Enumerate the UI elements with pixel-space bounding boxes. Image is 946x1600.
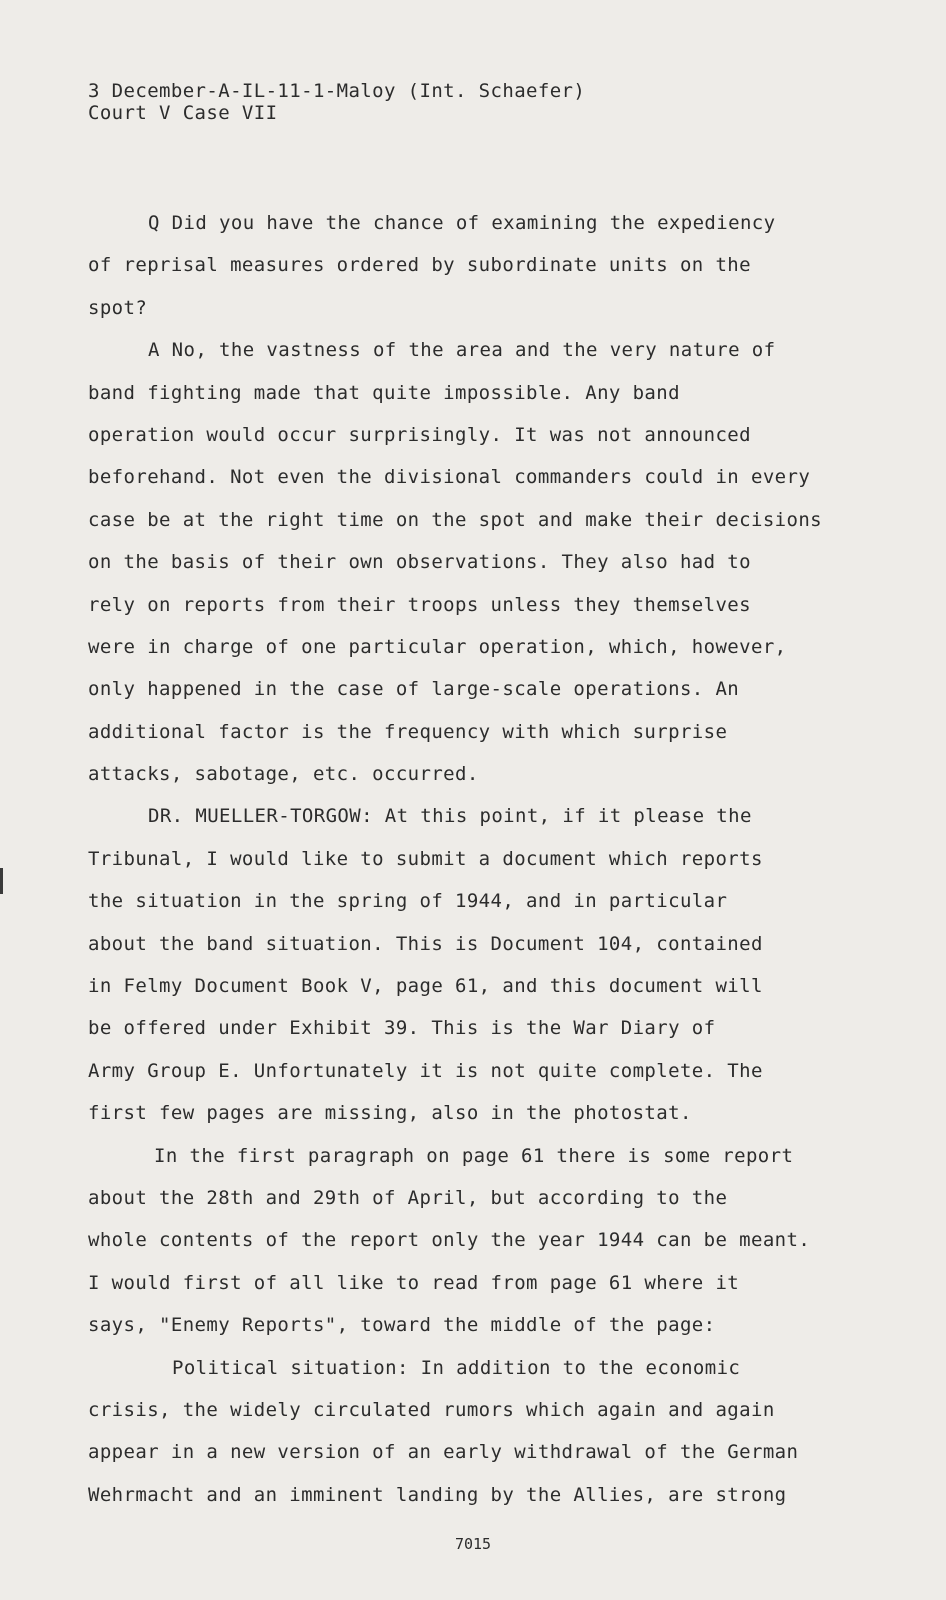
body-line: appear in a new version of an early withdrawal of the German: [88, 1441, 799, 1464]
body-line: whole contents of the report only the year 1944 can be meant.: [88, 1229, 811, 1252]
body-line: be offered under Exhibit 39. This is the War Diary of: [88, 1017, 716, 1040]
body-line: in Felmy Document Book V, page 61, and this document will: [88, 975, 763, 998]
page-number: 7015: [454, 1535, 492, 1553]
body-line: first few pages are missing, also in the photostat.: [88, 1102, 692, 1125]
body-line: Q Did you have the chance of examining the expediency: [148, 212, 776, 234]
body-line: about the band situation. This is Document 104, contained: [88, 932, 763, 955]
body-line: on the basis of their own observations. They also had to: [88, 551, 751, 574]
body-line: additional factor is the frequency with which surprise: [88, 720, 728, 743]
body-line: about the 28th and 29th of April, but according to the: [88, 1186, 728, 1209]
header-court-line: Court V Case VII: [88, 102, 278, 124]
body-line: were in charge of one particular operation, which, however,: [88, 635, 787, 658]
transcript-body: [88, 202, 906, 1516]
body-line: band fighting made that quite impossible. Any band: [88, 381, 680, 404]
body-line: says, "Enemy Reports", toward the middle of the page:: [88, 1314, 716, 1337]
body-line: operation would occur surprisingly. It was not announced: [88, 423, 751, 446]
body-line: Political situation: In addition to the economic: [172, 1356, 741, 1379]
body-line: Wehrmacht and an imminent landing by the Allies, are strong: [88, 1483, 787, 1506]
body-line: of reprisal measures ordered by subordinate units on the: [88, 254, 751, 277]
margin-mark: [0, 868, 3, 894]
body-line: rely on reports from their troops unless they themselves: [88, 593, 751, 616]
body-line: the situation in the spring of 1944, and in particular: [88, 890, 728, 913]
body-line: attacks, sabotage, etc. occurred.: [88, 763, 479, 786]
body-line: DR. MUELLER-TORGOW: At this point, if it please the: [148, 805, 752, 828]
body-line: only happened in the case of large-scale operations. An: [88, 678, 740, 701]
body-line: Army Group E. Unfortunately it is not quite complete. The: [88, 1059, 763, 1082]
body-line: spot?: [88, 296, 148, 319]
body-line: I would first of all like to read from page 61 where it: [88, 1271, 740, 1294]
body-line: In the first paragraph on page 61 there is some report: [154, 1144, 794, 1167]
transcript-header: [88, 80, 585, 124]
body-line: case be at the right time on the spot and make their decisions: [88, 508, 823, 531]
body-line: crisis, the widely circulated rumors which again and again: [88, 1398, 775, 1421]
body-line: Tribunal, I would like to submit a document which reports: [88, 847, 763, 870]
header-session-line: 3 December-A-IL-11-1-Maloy (Int. Schaefer): [88, 80, 586, 102]
body-line: beforehand. Not even the divisional commanders could in every: [88, 466, 811, 489]
body-line: A No, the vastness of the area and the very nature of: [148, 339, 776, 362]
